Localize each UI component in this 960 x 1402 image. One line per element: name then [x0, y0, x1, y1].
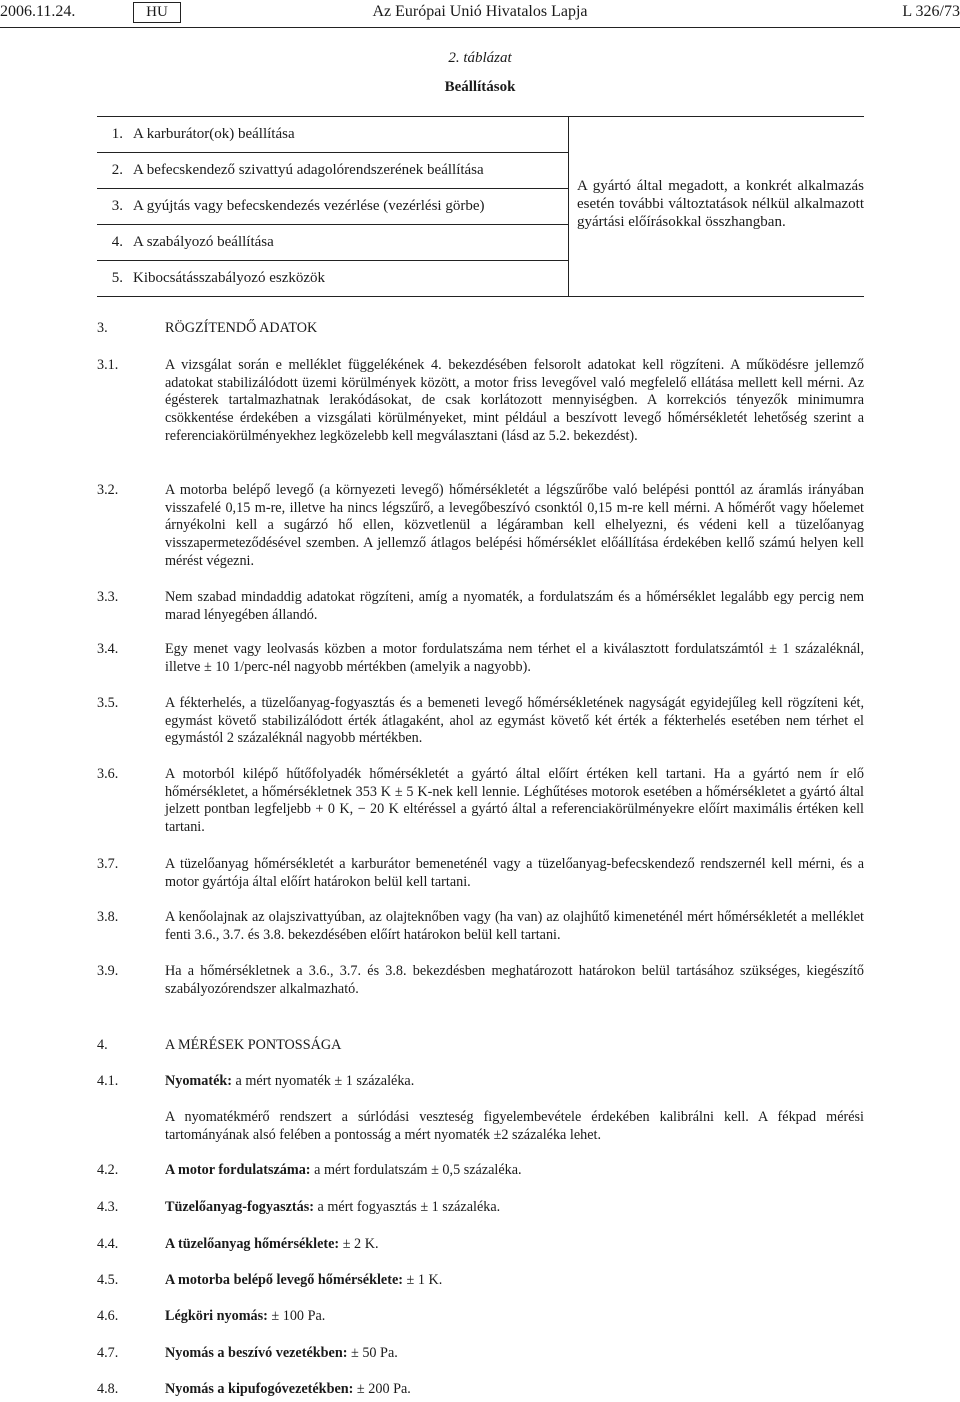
item-value: a mért fordulatszám ± 0,5 százaléka.: [310, 1162, 522, 1178]
section-heading: [97, 320, 864, 338]
row-text: A gyújtás vagy befecskendezés vezérlése (vezérlési görbe): [133, 189, 569, 225]
item-label: A motor fordulatszáma:: [165, 1162, 311, 1178]
paragraph-number: 4.8.: [97, 1381, 119, 1397]
paragraph: [97, 641, 864, 676]
row-number: 2.: [97, 153, 133, 189]
item-value: ± 50 Pa.: [347, 1345, 398, 1361]
paragraph: [97, 589, 864, 624]
paragraph: [97, 856, 864, 891]
paragraph: [97, 1272, 864, 1290]
paragraph-number: 3.2.: [97, 482, 119, 498]
paragraph-text: A fékterhelés, a tüzelőanyag-fogyasztás és a bemeneti levegő hőmérsékletének nagyságát egyidejűleg kell rögzíteni két, egymást követő stabilizálódott érték átlagaként, ahol az egymást követő két érték a fékterhelés esetében nem térhet el egymástól 2 százaléknál nagyobb mértékben.: [165, 695, 864, 747]
paragraph-number: 3.9.: [97, 963, 119, 979]
paragraph-number: 3.5.: [97, 695, 119, 711]
item-label: Légköri nyomás:: [165, 1308, 268, 1324]
journal-title: Az Európai Unió Hivatalos Lapja: [372, 3, 588, 20]
paragraph-text: A motorba belépő levegő (a környezeti levegő) hőmérsékletét a légszűrőbe való belépési ponttól az áramlás irányában visszafelé 0,15 m-re, illetve ha nincs légszűrő, a levegőbeszívó csonktól 0,15 m-re kell mérni. A hőmérőt vagy hőelemet árnyékolni kell a sugárzó hő ellen, közvetlenül a légáramban kell elhelyezni, és védeni kell a tüzelőanyag visszapermeteződésével szemben. A jellemző átlagos belépési hőmérséklet előállítása érdekében kellő számú helyen kell mérést végezni.: [165, 482, 864, 569]
paragraph-text: Egy menet vagy leolvasás közben a motor fordulatszáma nem térhet el a kiválasztott fordulatszámtól ± 1 százaléknál, illetve ± 10 1/perc-nél nagyobb mértékben (amelyik a nagyobb).: [165, 641, 864, 675]
item-label: Nyomás a beszívó vezetékben:: [165, 1345, 348, 1361]
table-caption: 2. táblázat: [448, 50, 512, 66]
item-label: Tüzelőanyag-fogyasztás:: [165, 1199, 314, 1215]
paragraph-number: 3.1.: [97, 357, 119, 373]
row-number: 5.: [97, 261, 133, 297]
paragraph-number: 4.5.: [97, 1272, 119, 1288]
paragraph-text: A nyomatékmérő rendszert a súrlódási veszteség figyelembevétele érdekében kalibrálni kell. A fékpad mérési tartományának alsó felében a pontosság a mért nyomaték ±2 százaléka lehet.: [165, 1109, 864, 1143]
paragraph-text: A vizsgálat során e melléklet függelékének 4. bekezdésében felsorolt adatokat kell rögzíteni. A működésre jellemző adatokat stabilizálódott üzemi körülmények között, a motor friss levegővel való megfelelő ellátása mellett kell mérni. Az égésterek tartalmazhatnak lerakódásokat, de csak korlátozott mennyiségben. A korrekciós tényezők minimumra csökkentése érdekében a vizsgálati körülményeket, mint például a beszívott levegő hőmérsékletét lehetőség szerint a referenciakörülményekhez legközelebb kell megválasztani (lásd az 5.2. bekezdést).: [165, 357, 864, 444]
paragraph: [97, 766, 864, 837]
section-title: RÖGZÍTENDŐ ADATOK: [165, 320, 318, 336]
paragraph-number: 4.4.: [97, 1236, 119, 1252]
paragraph: [97, 357, 864, 446]
paragraph: [97, 695, 864, 748]
paragraph-text: A tüzelőanyag hőmérsékletét a karburátor bemeneténél vagy a tüzelőanyag-befecskendező rendszernél kell mérni, és a motor gyártója által előírt határokon belül kell tartani.: [165, 856, 864, 890]
paragraph: [97, 1345, 864, 1363]
table-title: Beállítások: [444, 79, 516, 95]
header-rule: [0, 27, 960, 28]
paragraph-text: A motorból kilépő hűtőfolyadék hőmérsékletét a gyártó által előírt értéken kell tartani. Ha a gyártó nem ír elő hőmérsékletet, a hőmérsékletnek 353 K ± 5 K-nek kell lennie. Léghűtéses motorok esetében a hőmérsékletet a gyártó által jelzett pontban legfeljebb + 0 K, − 20 K eltéréssel a gyártó által a referenciakörülményekre előírt maximális értéken kell tartani.: [165, 766, 864, 836]
item-value: a mért nyomaték ± 1 százaléka.: [231, 1073, 415, 1089]
item-label: A tüzelőanyag hőmérséklete:: [165, 1236, 340, 1252]
section-number: 3.: [97, 320, 108, 336]
paragraph-number: 3.7.: [97, 856, 119, 872]
paragraph: [97, 909, 864, 944]
paragraph: [97, 1236, 864, 1254]
page-number: L 326/73: [902, 3, 960, 20]
paragraph-number: 3.6.: [97, 766, 119, 782]
item-value: ± 200 Pa.: [353, 1381, 411, 1397]
settings-table: [97, 116, 864, 297]
row-text: A befecskendező szivattyú adagolórendszerének beállítása: [133, 153, 569, 189]
paragraph: [97, 1162, 864, 1180]
row-number: 3.: [97, 189, 133, 225]
header-date: 2006.11.24.: [0, 3, 76, 20]
item-value: a mért fogyasztás ± 1 százaléka.: [313, 1199, 501, 1215]
paragraph-text: Ha a hőmérsékletnek a 3.6., 3.7. és 3.8. bekezdésben meghatározott határokon belül tartásához szükséges, kiegészítő szabályozórendszer alkalmazható.: [165, 963, 864, 997]
paragraph: [97, 1199, 864, 1217]
paragraph-number: 3.4.: [97, 641, 119, 657]
paragraph: [97, 1073, 864, 1091]
paragraph-text: A kenőolajnak az olajszivattyúban, az olajteknőben vagy (ha van) az olajhűtő kimeneténél mért hőmérsékletét a melléklet fenti 3.6., 3.7. és 3.8. bekezdésében előírt határokon belül kell tartani.: [165, 909, 864, 943]
row-text: A karburátor(ok) beállítása: [133, 117, 569, 153]
section-title: A MÉRÉSEK PONTOSSÁGA: [165, 1037, 342, 1053]
item-label: Nyomás a kipufogóvezetékben:: [165, 1381, 354, 1397]
paragraph-number: 3.8.: [97, 909, 119, 925]
paragraph-number: 4.7.: [97, 1345, 119, 1361]
row-text: Kibocsátásszabályozó eszközök: [133, 261, 569, 297]
row-number: 1.: [97, 117, 133, 153]
item-label: Nyomaték:: [165, 1073, 232, 1089]
section-heading: [97, 1037, 864, 1055]
table-row: [97, 117, 864, 153]
item-value: ± 1 K.: [402, 1272, 443, 1288]
paragraph-number: 4.6.: [97, 1308, 119, 1324]
paragraph: [97, 482, 864, 571]
item-value: ± 100 Pa.: [267, 1308, 326, 1324]
paragraph-number: 4.1.: [97, 1073, 119, 1089]
language-badge: HU: [133, 2, 181, 23]
paragraph: [97, 1381, 864, 1399]
paragraph-text: Nem szabad mindaddig adatokat rögzíteni, amíg a nyomaték, a fordulatszám és a hőmérséklet legalább egy percig nem marad lényegében állandó.: [165, 589, 864, 623]
paragraph-number: 3.3.: [97, 589, 119, 605]
item-label: A motorba belépő levegő hőmérséklete:: [165, 1272, 403, 1288]
paragraph-number: 4.3.: [97, 1199, 119, 1215]
item-value: ± 2 K.: [339, 1236, 379, 1252]
paragraph: [97, 1308, 864, 1326]
paragraph-number: 4.2.: [97, 1162, 119, 1178]
row-text: A szabályozó beállítása: [133, 225, 569, 261]
table-note: [569, 117, 865, 297]
table-note-text: A gyártó által megadott, a konkrét alkalmazás esetén további változtatások nélkül alkalmazott gyártási előírásokkal összhangban.: [577, 177, 864, 230]
section-number: 4.: [97, 1037, 108, 1053]
paragraph: [97, 1109, 864, 1144]
row-number: 4.: [97, 225, 133, 261]
paragraph: [97, 963, 864, 998]
